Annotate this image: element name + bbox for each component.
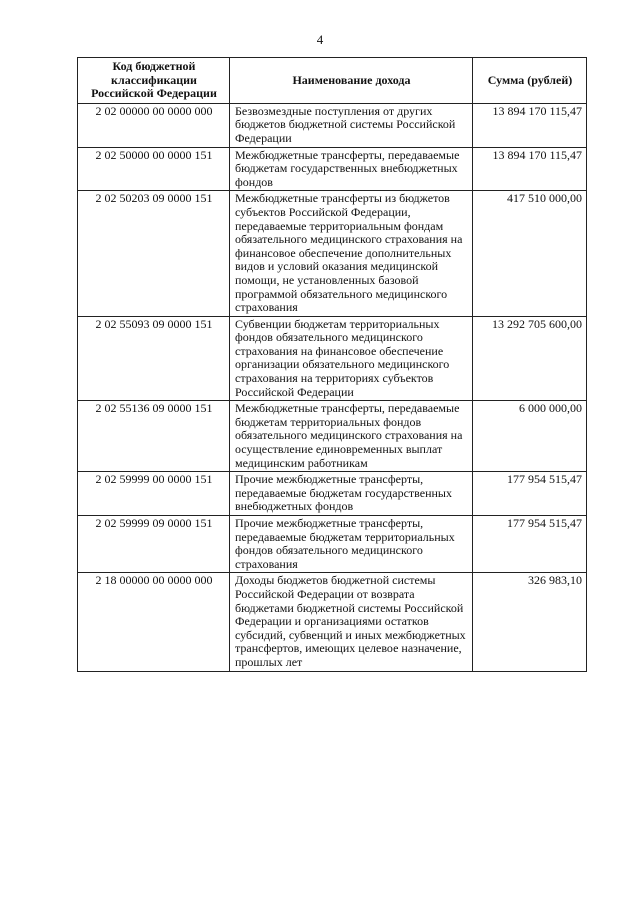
table-row [78, 516, 587, 573]
row-code: 2 02 55136 09 0000 151 [78, 401, 230, 472]
row-name: Межбюджетные трансферты, передаваемые бюджетам территориальных фондов обязательного медицинского страхования на осуществление единовременных выплат медицинским работникам [230, 401, 473, 472]
row-name: Доходы бюджетов бюджетной системы Российской Федерации от возврата бюджетами бюджетной системы Российской Федерации и организациями остатков субсидий, субвенций и иных межбюджетных трансфертов, имеющих целевое назначение, прошлых лет [230, 573, 473, 671]
row-sum: 417 510 000,00 [473, 191, 587, 316]
row-sum: 13 894 170 115,47 [473, 103, 587, 147]
row-sum: 13 292 705 600,00 [473, 316, 587, 401]
income-table [77, 57, 587, 672]
header-code: Код бюджетной классификации Российской Федерации [78, 58, 230, 104]
row-name: Прочие межбюджетные трансферты, передаваемые бюджетам государственных внебюджетных фондов [230, 472, 473, 516]
table-row [78, 316, 587, 401]
row-code: 2 02 55093 09 0000 151 [78, 316, 230, 401]
page-number: 4 [316, 32, 324, 47]
row-sum: 6 000 000,00 [473, 401, 587, 472]
row-sum: 177 954 515,47 [473, 472, 587, 516]
table-row [78, 103, 587, 147]
table-row [78, 472, 587, 516]
table-row [78, 573, 587, 671]
row-sum: 13 894 170 115,47 [473, 147, 587, 191]
row-code: 2 02 00000 00 0000 000 [78, 103, 230, 147]
row-name: Субвенции бюджетам территориальных фондов обязательного медицинского страхования на финансовое обеспечение организации обязательного медицинского страхования на территориях субъектов Российской Федерации [230, 316, 473, 401]
row-code: 2 02 59999 09 0000 151 [78, 516, 230, 573]
header-sum: Сумма (рублей) [473, 58, 587, 104]
header-name: Наименование дохода [230, 58, 473, 104]
table-row [78, 401, 587, 472]
row-sum: 177 954 515,47 [473, 516, 587, 573]
table-header-row [78, 58, 587, 104]
row-name: Межбюджетные трансферты из бюджетов субъектов Российской Федерации, передаваемые территориальным фондам обязательного медицинского страхования на финансовое обеспечение дополнительных видов и условий оказания медицинской помощи, не установленных базовой программой обязательного медицинского страхования [230, 191, 473, 316]
row-code: 2 02 59999 00 0000 151 [78, 472, 230, 516]
row-code: 2 18 00000 00 0000 000 [78, 573, 230, 671]
row-name: Прочие межбюджетные трансферты, передаваемые бюджетам территориальных фондов обязательного медицинского страхования [230, 516, 473, 573]
table-row [78, 147, 587, 191]
row-sum: 326 983,10 [473, 573, 587, 671]
row-code: 2 02 50203 09 0000 151 [78, 191, 230, 316]
row-code: 2 02 50000 00 0000 151 [78, 147, 230, 191]
row-name: Безвозмездные поступления от других бюджетов бюджетной системы Российской Федерации [230, 103, 473, 147]
table-row [78, 191, 587, 316]
row-name: Межбюджетные трансферты, передаваемые бюджетам государственных внебюджетных фондов [230, 147, 473, 191]
